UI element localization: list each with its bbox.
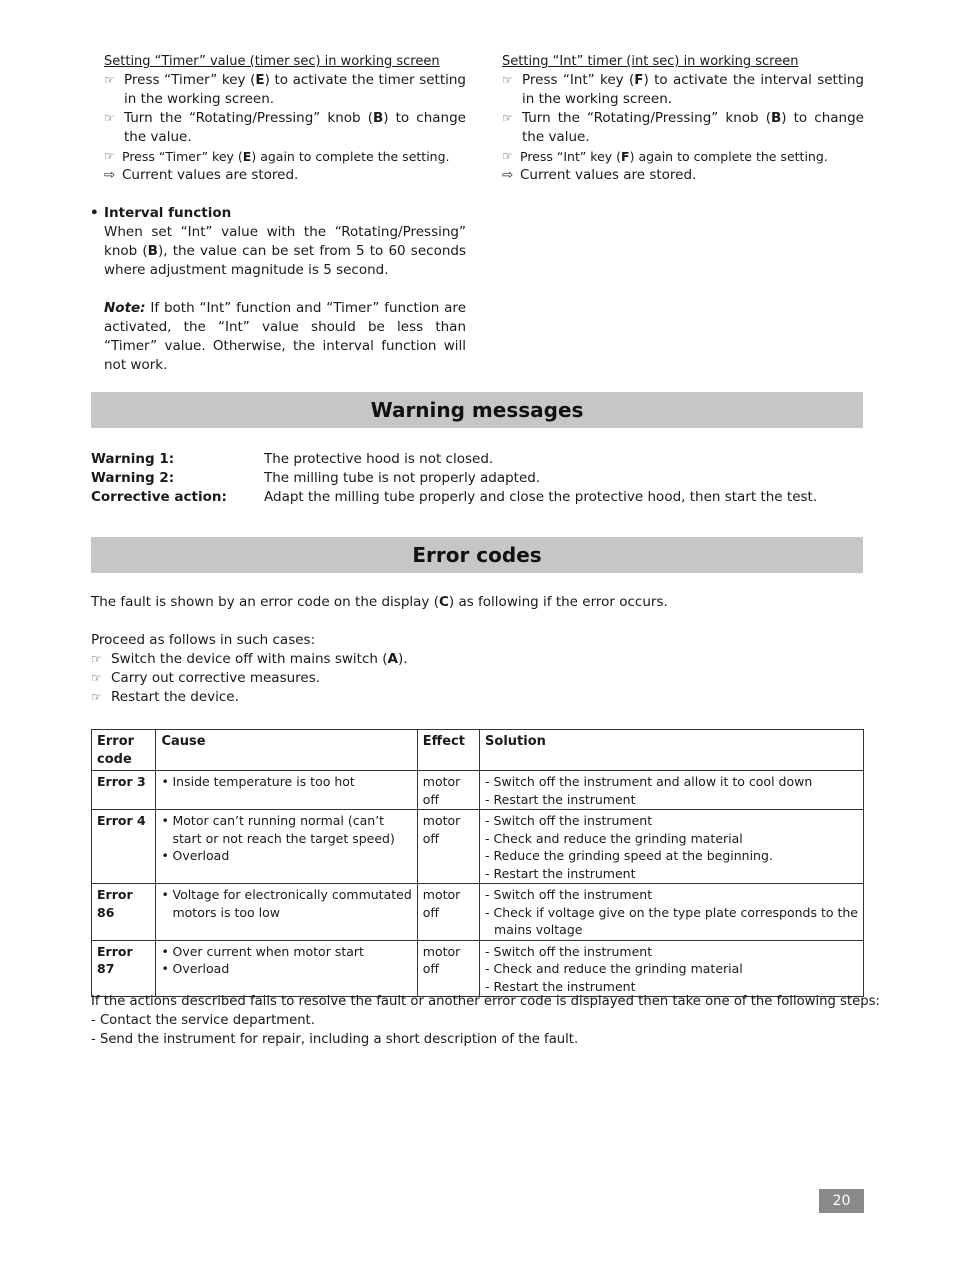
warning-row: Corrective action: Adapt the milling tube properly and close the protective hood, then start the test. [91, 489, 818, 505]
timer-result: ⇨ Current values are stored. [104, 167, 299, 183]
interval-function-block [90, 204, 466, 375]
int-setting-block [502, 52, 864, 185]
proceed-text: Proceed as follows in such cases: [91, 632, 316, 648]
timer-step-2: ☞ Turn the “Rotating/Pressing” knob (B) to change the value. [104, 110, 466, 145]
bullet: • [90, 205, 99, 221]
pointing-hand-icon: ☞ [91, 690, 102, 704]
timer-setting-block [104, 52, 466, 185]
pointing-hand-icon: ☞ [104, 73, 115, 87]
warning-list [91, 450, 863, 507]
table-row: Error 4 • Motor can’t running normal (can’t start or not reach the target speed) • Overload motor off - Switch off the instrument - Check and reduce the grinding material - Reduce the grinding speed at the beginning. - Restart the instrument [92, 810, 864, 884]
pointing-hand-icon: ☞ [502, 149, 513, 163]
interval-title: Interval function [104, 205, 232, 221]
warning-row: Warning 2: The milling tube is not properly adapted. [91, 470, 541, 486]
table-row: Error 3 • Inside temperature is too hot motor off - Switch off the instrument and allow it to cool down - Restart the instrument [92, 771, 864, 810]
pointing-hand-icon: ☞ [502, 73, 513, 87]
pointing-hand-icon: ☞ [91, 671, 102, 685]
header-effect: Effect [417, 730, 479, 771]
int-step-2: ☞ Turn the “Rotating/Pressing” knob (B) to change the value. [502, 110, 864, 145]
pointing-hand-icon: ☞ [91, 652, 102, 666]
interval-description: When set “Int” value with the “Rotating/Pressing” knob (B), the value can be set from 5 to 60 seconds where adjustment magnitude is 5 second. [104, 224, 466, 278]
timer-step-1: ☞ Press “Timer” key (E) to activate the timer setting in the working screen. [104, 72, 466, 107]
page-number: 20 [819, 1189, 864, 1213]
int-result: ⇨ Current values are stored. [502, 167, 697, 183]
timer-step-3: ☞ Press “Timer” key (E) again to complete the setting. [104, 149, 450, 164]
int-heading: Setting “Int” timer (int sec) in working screen [502, 54, 799, 69]
table-header-row [92, 730, 864, 771]
int-step-3: ☞ Press “Int” key (F) again to complete the setting. [502, 149, 828, 164]
proceed-step-1: ☞ Switch the device off with mains switch (A). [91, 651, 408, 667]
arrow-right-icon: ⇨ [502, 167, 514, 183]
warning-messages-title: Warning messages [91, 392, 863, 428]
header-solution: Solution [480, 730, 864, 771]
timer-heading: Setting “Timer” value (timer sec) in working screen [104, 54, 440, 69]
int-step-1: ☞ Press “Int” key (F) to activate the interval setting in the working screen. [502, 72, 864, 107]
error-footer: If the actions described fails to resolve the fault or another error code is displayed then take one of the following steps: - Contact the service department. - Send the instrument for repair, including a short description of the fault. [91, 994, 880, 1047]
pointing-hand-icon: ☞ [104, 111, 115, 125]
header-cause: Cause [156, 730, 417, 771]
error-codes-title: Error codes [91, 537, 863, 573]
error-intro: The fault is shown by an error code on the display (C) as following if the error occurs. Proceed as follows in such cases: ☞ Switch the device off with mains switch (A). ☞ Carry out corrective measures. ☞ Restart the device. [91, 593, 863, 707]
error-codes-table [91, 729, 864, 997]
pointing-hand-icon: ☞ [502, 111, 513, 125]
table-row: Error 87 • Over current when motor start • Overload motor off - Switch off the instrument - Check and reduce the grinding material - Restart the instrument [92, 940, 864, 997]
header-error-code: Error code [92, 730, 156, 771]
table-row: Error 86 • Voltage for electronically commutated motors is too low motor off - Switch off the instrument - Check if voltage give on the type plate corresponds to the mains voltage [92, 884, 864, 941]
interval-note: Note: If both “Int” function and “Timer” function are activated, the “Int” value should be less than “Timer” value. Otherwise, the interval function will not work. [104, 300, 466, 373]
proceed-step-2: ☞ Carry out corrective measures. [91, 670, 321, 686]
proceed-step-3: ☞ Restart the device. [91, 689, 239, 705]
warning-row: Warning 1: The protective hood is not closed. [91, 451, 494, 467]
pointing-hand-icon: ☞ [104, 149, 115, 163]
arrow-right-icon: ⇨ [104, 167, 116, 183]
